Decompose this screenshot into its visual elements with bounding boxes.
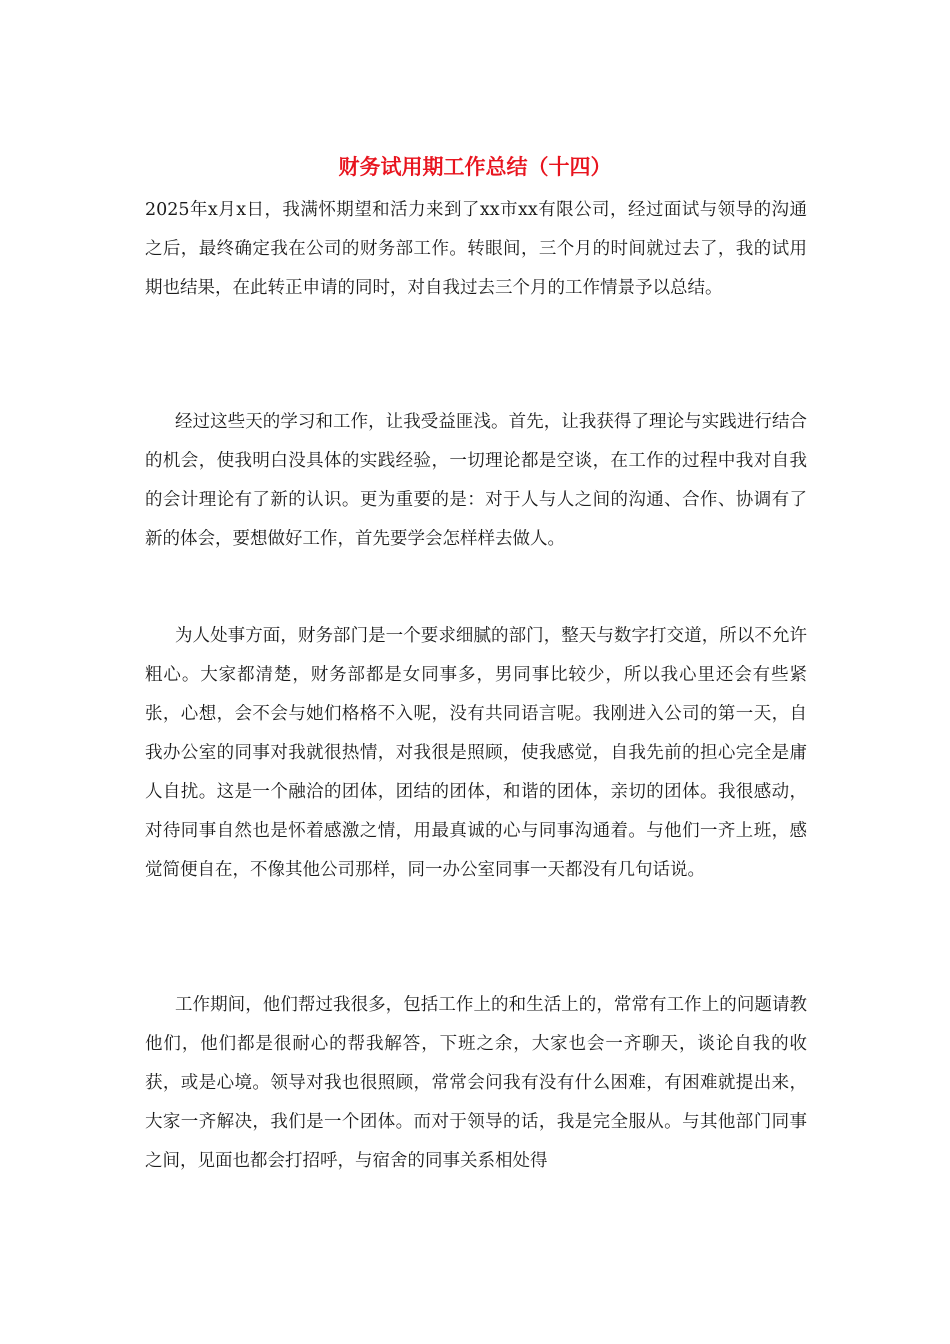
paragraph-3: 为人处事方面，财务部门是一个要求细腻的部门，整天与数字打交道，所以不允许粗心。大家都清楚，财务部都是女同事多，男同事比较少，所以我心里还会有些紧张，心想，会不会与她们格格不入呢，没有共同语言呢。我刚进入公司的第一天，自我办公室的同事对我就很热情，对我很是照顾，使我感觉，自我先前的担心完全是庸人自扰。这是一个融洽的团体，团结的团体，和谐的团体，亲切的团体。我很感动，对待同事自然也是怀着感激之情，用最真诚的心与同事沟通着。与他们一齐上班，感觉简便自在，不像其他公司那样，同一办公室同事一天都没有几句话说。 (145, 626, 807, 880)
paragraph-4: 工作期间，他们帮过我很多，包括工作上的和生活上的，常常有工作上的问题请教他们，他们都是很耐心的帮我解答，下班之余，大家也会一齐聊天，谈论自我的收获，或是心境。领导对我也很照顾，常常会问我有没有什么困难，有困难就提出来，大家一齐解决，我们是一个团体。而对于领导的话，我是完全服从。与其他部门同事之间，见面也都会打招呼，与宿舍的同事关系相处得 (145, 995, 807, 1171)
paragraph-1: 2025年x月x日，我满怀期望和活力来到了xx市xx有限公司，经过面试与领导的沟通之后，最终确定我在公司的财务部工作。转眼间，三个月的时间就过去了，我的试用期也结果，在此转正申请的同时，对自我过去三个月的工作情景予以总结。 (145, 200, 807, 298)
paragraph-2: 经过这些天的学习和工作，让我受益匪浅。首先，让我获得了理论与实践进行结合的机会，使我明白没具体的实践经验，一切理论都是空谈，在工作的过程中我对自我的会计理论有了新的认识。更为重要的是：对于人与人之间的沟通、合作、协调有了新的体会，要想做好工作，首先要学会怎样样去做人。 (145, 412, 807, 549)
document-title: 财务试用期工作总结（十四） (338, 155, 612, 179)
